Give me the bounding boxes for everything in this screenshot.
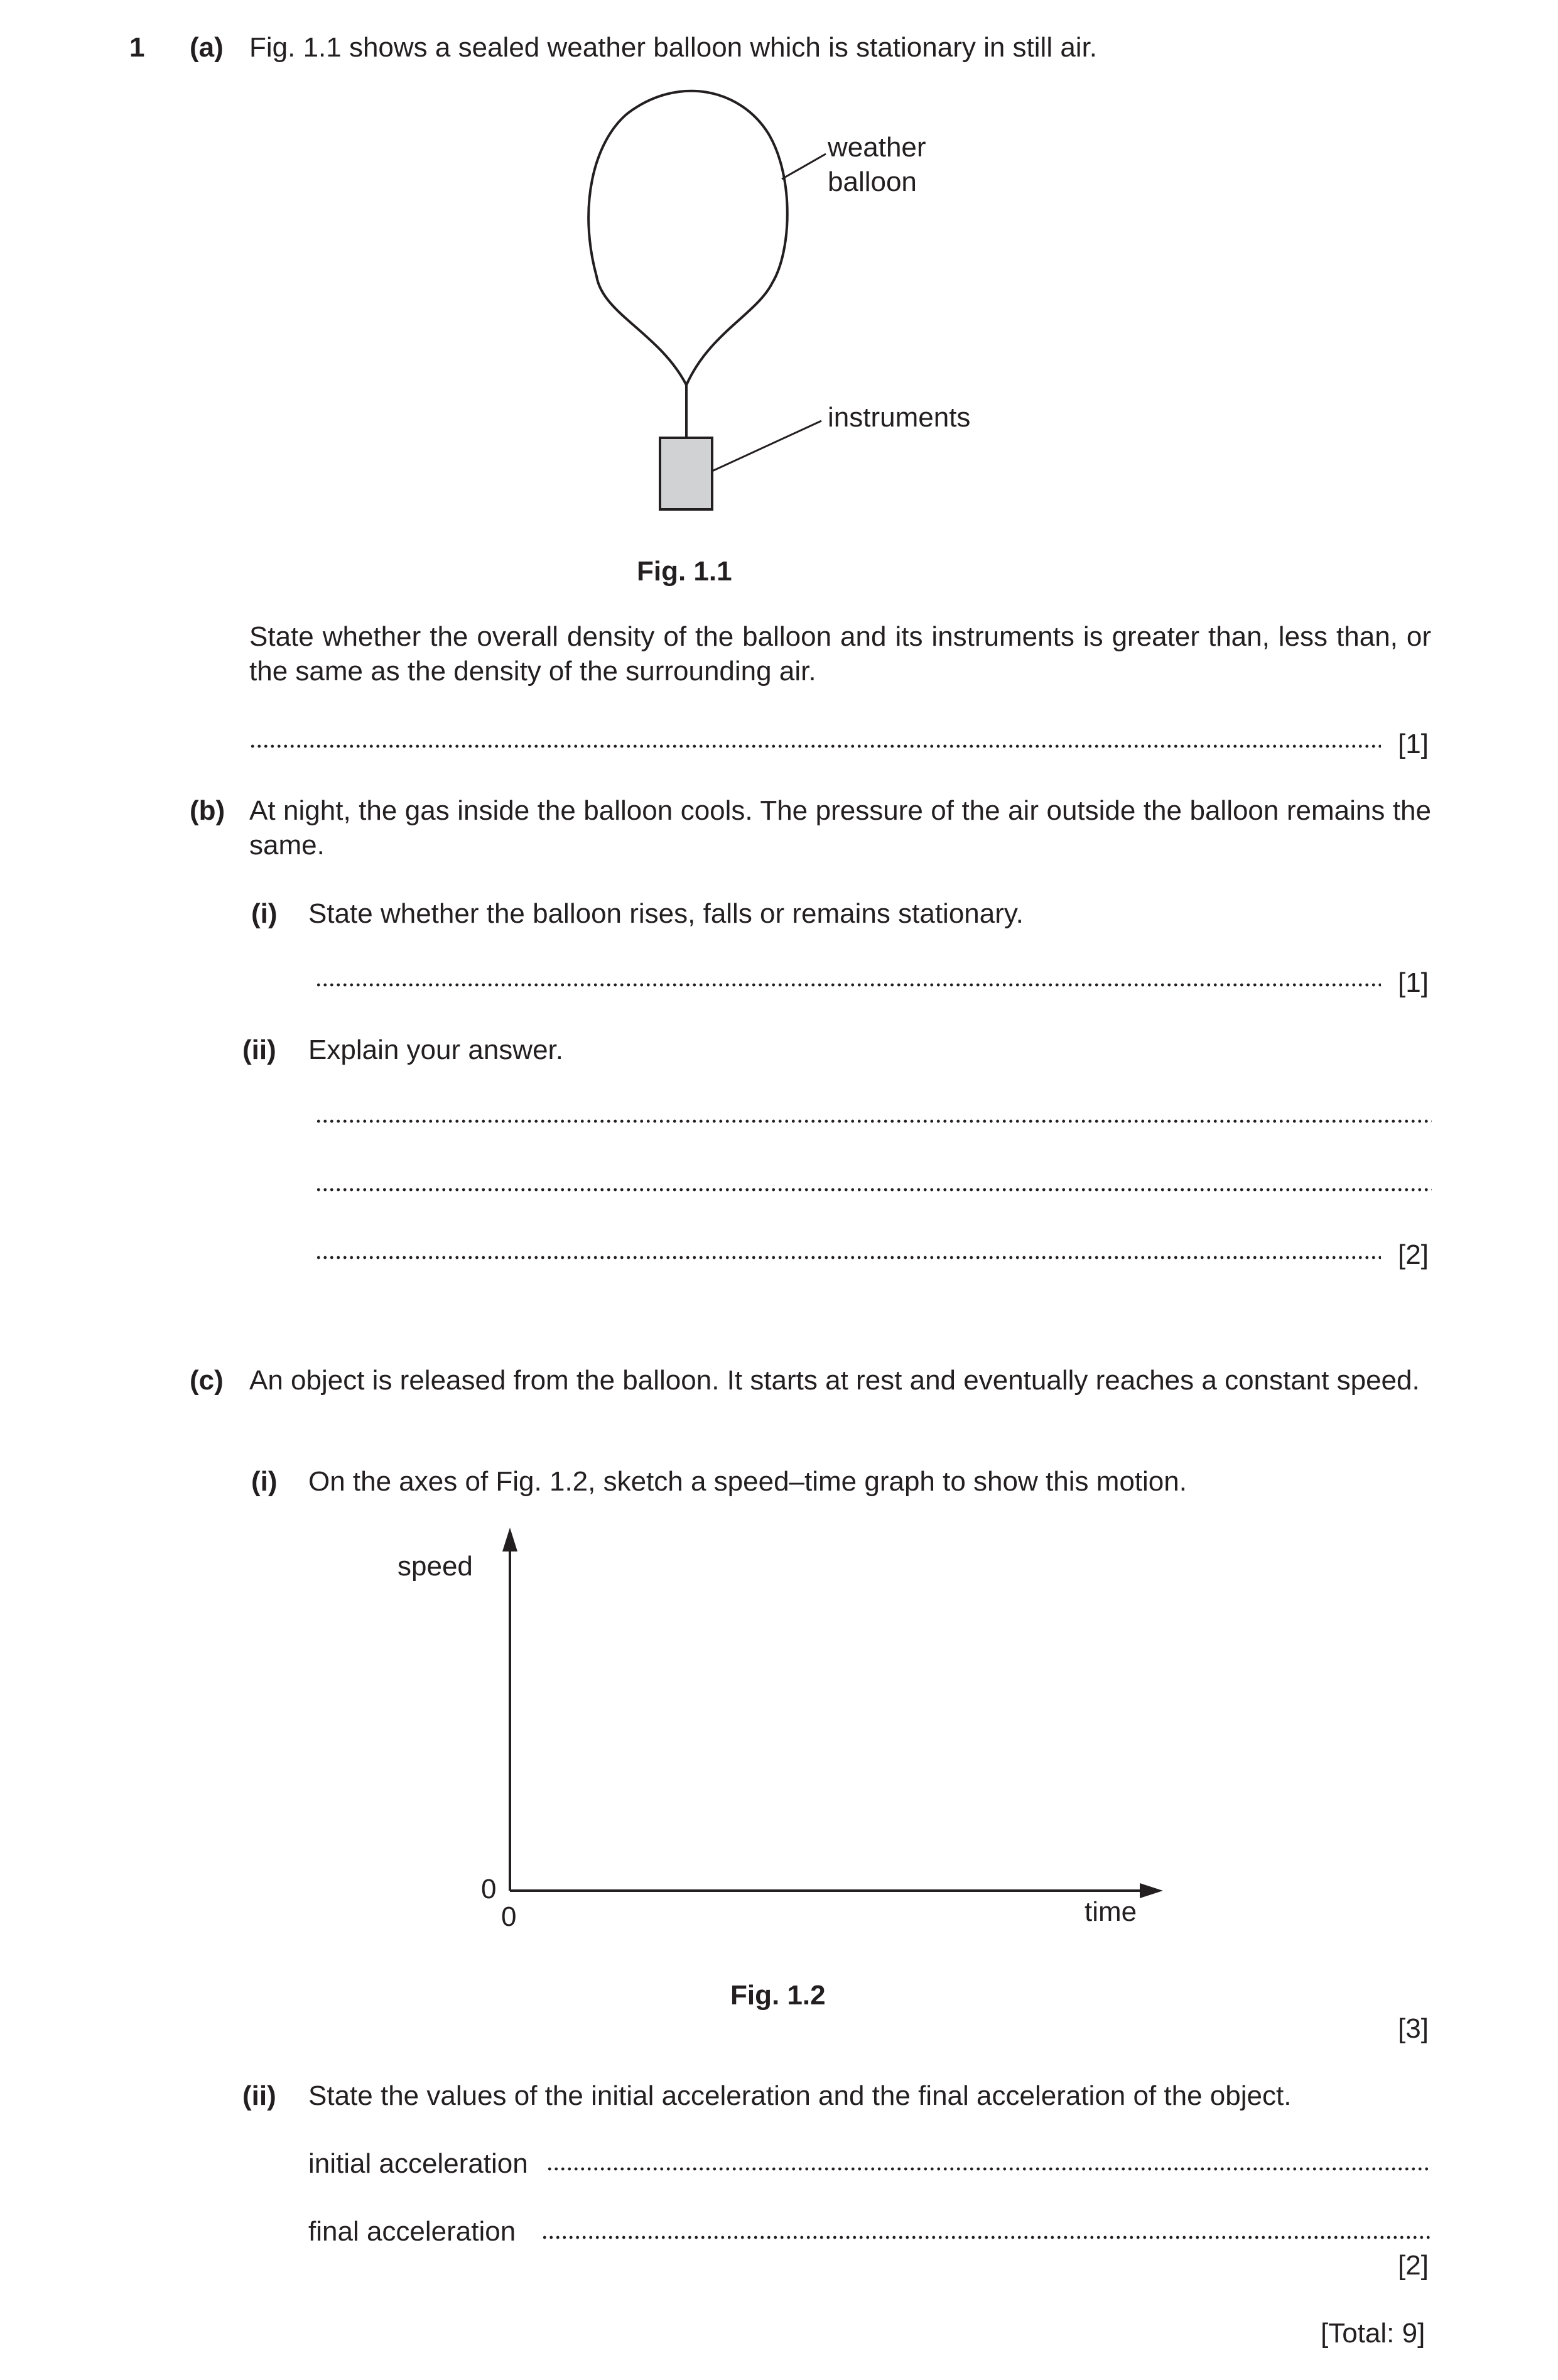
initial-acceleration-label: initial acceleration bbox=[308, 2148, 528, 2179]
question-number: 1 bbox=[129, 32, 145, 63]
figure-1-2-caption: Fig. 1.2 bbox=[730, 1980, 826, 2011]
y-axis-arrow-icon bbox=[502, 1528, 517, 1551]
x-origin-label: 0 bbox=[501, 1901, 517, 1932]
part-c-ii-label: (ii) bbox=[242, 2080, 276, 2111]
part-a-label: (a) bbox=[190, 32, 224, 63]
instruments-label: instruments bbox=[828, 402, 971, 433]
part-b-intro: At night, the gas inside the balloon cools. The pressure of the air outside the balloon remains the same. bbox=[249, 795, 1431, 861]
question-total: [Total: 9] bbox=[1321, 2318, 1425, 2349]
x-axis-label: time bbox=[1085, 1896, 1137, 1927]
part-c-ii-text: State the values of the initial acceleration and the final acceleration of the object. bbox=[308, 2080, 1292, 2111]
y-axis-label: speed bbox=[398, 1551, 473, 1582]
part-b-i-text: State whether the balloon rises, falls or remains stationary. bbox=[308, 898, 1024, 929]
final-acceleration-answer-line[interactable] bbox=[541, 2234, 1432, 2241]
part-c-i-text: On the axes of Fig. 1.2, sketch a speed–time graph to show this motion. bbox=[308, 1466, 1187, 1497]
initial-acceleration-answer-line[interactable] bbox=[546, 2166, 1432, 2172]
part-c-intro: An object is released from the balloon. It starts at rest and eventually reaches a constant speed. bbox=[249, 1365, 1420, 1396]
part-c-i-mark: [3] bbox=[1398, 2013, 1429, 2044]
part-a-intro: Fig. 1.1 shows a sealed weather balloon which is stationary in still air. bbox=[249, 32, 1098, 63]
part-b-label: (b) bbox=[190, 795, 225, 826]
part-c-label: (c) bbox=[190, 1365, 224, 1396]
y-origin-label: 0 bbox=[481, 1874, 497, 1905]
part-a-question: State whether the overall density of the balloon and its instruments is greater than, less than, or the same as the density of the surrounding air. bbox=[249, 621, 1431, 687]
part-b-ii-label: (ii) bbox=[242, 1035, 276, 1065]
part-a-mark: [1] bbox=[1398, 729, 1429, 759]
part-b-ii-mark: [2] bbox=[1398, 1239, 1429, 1270]
part-b-i-mark: [1] bbox=[1398, 967, 1429, 998]
final-acceleration-label: final acceleration bbox=[308, 2216, 516, 2247]
part-c-ii-mark: [2] bbox=[1398, 2250, 1429, 2281]
part-b-i-label: (i) bbox=[251, 898, 278, 929]
figure-1-1-caption: Fig. 1.1 bbox=[637, 556, 732, 587]
balloon-label-line2: balloon bbox=[828, 166, 917, 197]
x-axis-arrow-icon bbox=[1140, 1883, 1163, 1898]
balloon-label-line1: weather bbox=[828, 132, 926, 163]
part-b-ii-text: Explain your answer. bbox=[308, 1035, 563, 1065]
part-c-i-label: (i) bbox=[251, 1466, 278, 1497]
